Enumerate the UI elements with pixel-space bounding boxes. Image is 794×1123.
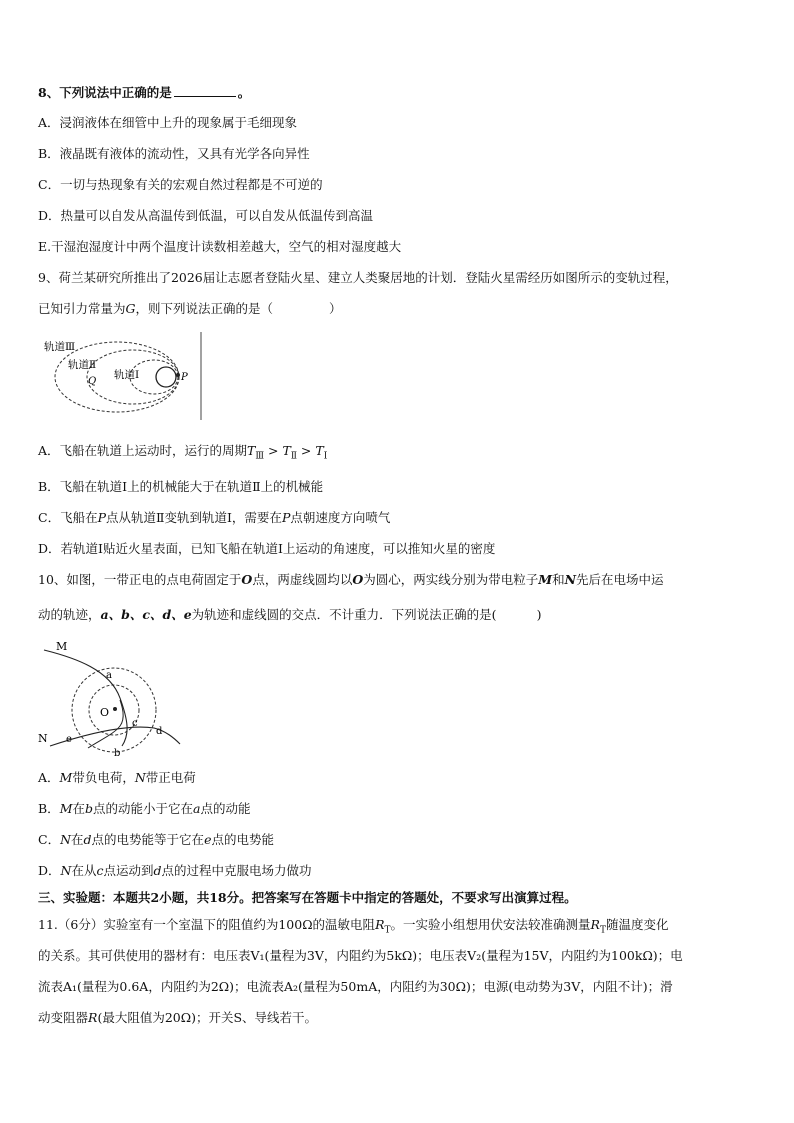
q10-option-d-text-d: 点的过程中克服电场力做功 [161, 863, 312, 878]
q9-stem-text-c: ） [329, 301, 342, 316]
q8-stem [38, 84, 250, 101]
q10-option-c-label: C． [38, 832, 61, 847]
q8-option-e: E.干湿泡湿度计中两个温度计读数相差越大，空气的相对湿度越大 [38, 239, 402, 254]
q10-label-b: b [114, 748, 121, 759]
q9-option-b: B．飞船在轨道Ⅰ上的机械能大于在轨道Ⅱ上的机械能 [38, 479, 324, 494]
q9-gt-1: > [264, 443, 283, 458]
q10-option-b-point1: b [85, 801, 94, 816]
q10-option-c-text-b: 在 [71, 832, 84, 847]
q10-option-c-point1: d [83, 832, 92, 847]
q8-stem-text: 8、下列说法中正确的是 [38, 85, 172, 100]
q10-option-a [38, 770, 196, 786]
q10-option-a-text-b: 带负电荷， [72, 770, 135, 785]
q9-symbol-t2: T [282, 443, 291, 458]
q8-option-a: A．浸润液体在细管中上升的现象属于毛细现象 [38, 115, 298, 130]
q10-stem2-a: 动的轨迹， [38, 607, 101, 622]
q9-sub-3: Ⅲ [255, 451, 265, 462]
q10-option-b-text-c: 点的动能小于它在 [93, 801, 194, 816]
q10-option-b [38, 801, 251, 817]
q9-option-c [38, 510, 390, 526]
q10-label-o: O [100, 706, 110, 719]
q10-option-d-point2: d [153, 863, 162, 878]
q10-label-n: N [38, 732, 48, 745]
q9-stem-line2 [38, 301, 342, 317]
q10-stem-o1: O [241, 572, 253, 587]
q9-option-c-p2: P [281, 510, 291, 525]
q10-stem-a: 10、如图，一带正电的点电荷固定于 [38, 572, 242, 587]
q10-label-c: c [132, 718, 138, 729]
q10-option-b-text-d: 点的动能 [200, 801, 251, 816]
q10-stem2-b: 为轨迹和虚线圆的交点．不计重力．下列说法正确的是( [191, 607, 497, 622]
q10-option-b-m: M [59, 801, 73, 816]
q10-option-d [38, 863, 312, 879]
q10-option-d-text-b: 在从 [71, 863, 97, 878]
q9-option-a-text: A．飞船在轨道上运动时，运行的周期 [38, 443, 248, 458]
q10-option-c-text-c: 点的电势能等于它在 [91, 832, 205, 847]
q10-option-d-text-c: 点运动到 [103, 863, 154, 878]
q10-stem-m: M [538, 572, 553, 587]
q11-line3: 流表A₁(量程为0.6A，内阻约为2Ω)；电流表A₂(量程为50mA，内阻约为30Ω)；电源(电动势为3V，内阻不计)；滑 [38, 979, 673, 994]
q10-option-c [38, 832, 274, 848]
q10-label-a: a [106, 670, 112, 681]
q9-stem-line1: 9、荷兰某研究所推出了2026届让志愿者登陆火星、建立人类聚居地的计划．登陆火星需经历如图所示的变轨过程， [38, 270, 678, 285]
q10-stem2-letters: a、b、c、d、e [100, 607, 192, 622]
q10-stem-d: 和 [552, 572, 565, 587]
q9-option-a [38, 443, 327, 465]
q8-option-d: D．热量可以自发从高温传到低温，可以自发从低温传到高温 [38, 208, 374, 223]
q9-stem-text-a: 已知引力常量为 [38, 301, 126, 316]
q11-line1-b: 。一实验小组想用伏安法较准确测量 [390, 917, 591, 932]
q10-option-a-m: M [59, 770, 73, 785]
q10-stem-line2 [38, 607, 541, 623]
q9-symbol-t1: T [315, 443, 324, 458]
q10-option-a-text-c: 带正电荷 [145, 770, 196, 785]
q10-option-b-label: B． [38, 801, 60, 816]
q11-symbol-r3: R [88, 1010, 98, 1025]
q9-label-orbit2: 轨道Ⅱ [68, 359, 97, 371]
q10-option-c-text-d: 点的电势能 [211, 832, 274, 847]
q10-field-figure [36, 636, 186, 762]
q10-stem2-c: ) [536, 607, 542, 622]
q11-line2: 的关系。其可供使用的器材有：电压表V₁(量程为3V，内阻约为5kΩ)；电压表V₂(量程为15V，内阻约为100kΩ)；电 [38, 948, 683, 963]
q9-gt-2: > [296, 443, 316, 458]
q10-label-e: e [66, 734, 72, 745]
section3-heading: 三、实验题：本题共2小题，共18分。把答案写在答题卡中指定的答题处，不要求写出演算过程。 [38, 890, 577, 905]
q9-symbol-t3: T [247, 443, 256, 458]
q10-stem-e: 先后在电场中运 [576, 572, 664, 587]
q11-sub-t1: T [384, 925, 391, 936]
q11-symbol-r2: R [590, 917, 600, 932]
q10-stem-b: 点，两虚线圆均以 [252, 572, 353, 587]
q9-label-p: P [181, 372, 188, 383]
q11-line1-a: 11.（6分）实验室有一个室温下的阻值约为100Ω的温敏电阻 [38, 917, 376, 932]
q9-mars-planet [156, 367, 176, 387]
q9-label-orbit1: 轨道Ⅰ [114, 369, 140, 381]
q10-option-c-n: N [60, 832, 72, 847]
q11-line4 [38, 1010, 317, 1026]
q10-option-d-point1: c [96, 863, 104, 878]
q10-label-m: M [56, 640, 68, 653]
q9-option-c-text-a: C．飞船在 [38, 510, 98, 525]
q9-orbit-figure [38, 330, 208, 422]
q9-sub-1: Ⅰ [323, 451, 328, 462]
q9-option-c-text-c: 点朝速度方向喷气 [290, 510, 391, 525]
q11-line1-c: 随温度变化 [605, 917, 669, 932]
q10-option-d-n: N [60, 863, 72, 878]
q10-option-a-label: A． [38, 770, 60, 785]
q11-line4-a: 动变阻器 [38, 1010, 89, 1025]
q8-answer-blank[interactable] [174, 84, 236, 97]
q10-option-b-point2: a [193, 801, 201, 816]
q9-sub-2: Ⅱ [290, 451, 297, 462]
q10-stem-o2: O [352, 572, 364, 587]
q9-option-d: D．若轨道Ⅰ贴近火星表面，已知飞船在轨道Ⅰ上运动的角速度，可以推知火星的密度 [38, 541, 496, 556]
q10-option-b-text-b: 在 [72, 801, 86, 816]
q8-option-b: B．液晶既有液体的流动性，又具有光学各向异性 [38, 146, 310, 161]
q10-label-d: d [156, 726, 163, 737]
q9-point-p-dot [176, 373, 180, 377]
q10-stem-line1 [38, 572, 664, 588]
q11-line1 [38, 917, 668, 939]
q9-option-c-p1: P [97, 510, 106, 525]
q9-stem-text-b: ，则下列说法正确的是（ [135, 301, 274, 316]
q9-option-c-text-b: 点从轨道Ⅱ变轨到轨道Ⅰ，需要在 [106, 510, 282, 525]
q10-option-a-n: N [134, 770, 146, 785]
q10-option-d-label: D． [38, 863, 61, 878]
q11-line4-b: (最大阻值为20Ω)；开关S、导线若干。 [97, 1010, 318, 1025]
q11-sub-t2: T [599, 925, 606, 936]
q10-center-charge [113, 707, 117, 711]
q9-label-orbit3: 轨道Ⅲ [44, 341, 76, 353]
q10-option-c-point2: e [204, 832, 212, 847]
q9-label-q: Q [88, 376, 97, 387]
q8-stem-end: 。 [237, 85, 251, 100]
q10-stem-c: 为圆心，两实线分别为带电粒子 [363, 572, 539, 587]
q11-symbol-r1: R [375, 917, 385, 932]
q8-option-c: C．一切与热现象有关的宏观自然过程都是不可逆的 [38, 177, 323, 192]
q9-symbol-g: G [125, 301, 136, 316]
q10-stem-n: N [564, 572, 577, 587]
